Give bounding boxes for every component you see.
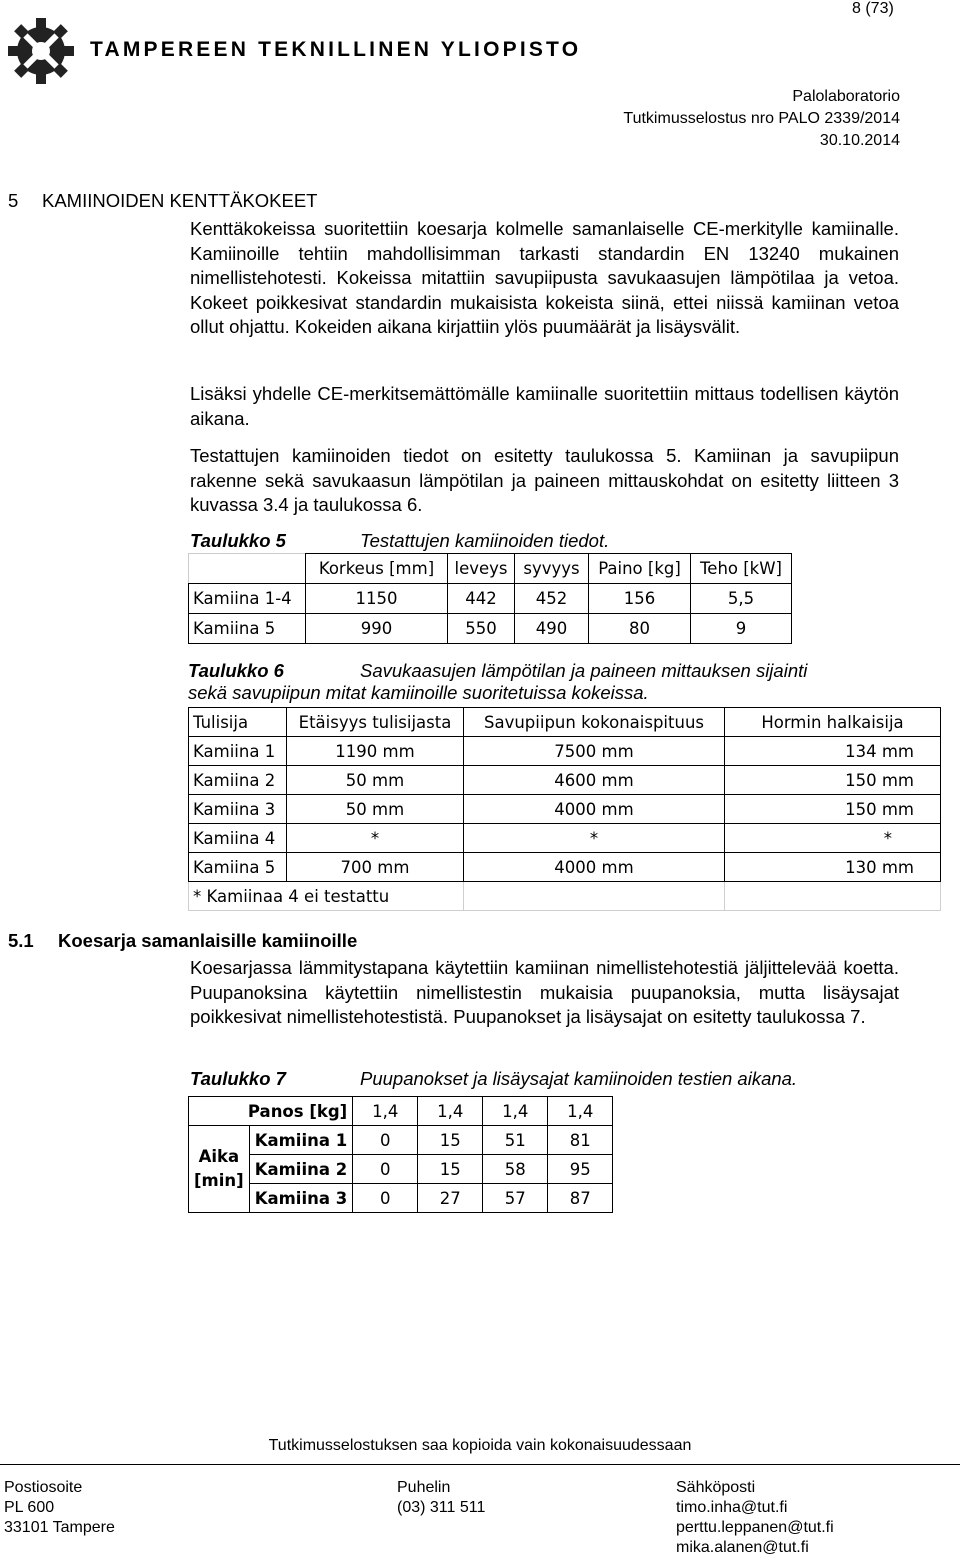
column-header: Savupiipun kokonaispituus bbox=[464, 708, 725, 737]
page-number: 8 (73) bbox=[852, 0, 894, 17]
column-header: Tulisija bbox=[189, 708, 287, 737]
report-number: Tutkimusselostus nro PALO 2339/2014 bbox=[623, 110, 900, 127]
copy-notice: Tutkimusselostuksen saa kopioida vain kokonaisuudessaan bbox=[268, 1437, 692, 1454]
table-row: Kamiina 5 990 550 490 80 9 bbox=[189, 614, 792, 644]
table-note-row bbox=[189, 882, 941, 911]
column-header: syvyys bbox=[515, 554, 589, 584]
table-caption: Taulukko 6 Savukaasujen lämpötilan ja paineen mittauksen sijainti sekä savupiipun mitat kamiinoille suoritetuissa kokeissa. bbox=[188, 660, 808, 703]
footer-divider bbox=[0, 1464, 960, 1465]
footer-postal: Postiosoite PL 600 33101 Tampere bbox=[4, 1479, 115, 1536]
subsection-heading: 5.1 Koesarja samanlaisille kamiinoille bbox=[8, 930, 358, 951]
table-row: Kamiina 4 * * * bbox=[189, 824, 941, 853]
column-header: Etäisyys tulisijasta bbox=[287, 708, 464, 737]
lab-name: Palolaboratorio bbox=[792, 88, 900, 105]
column-header: Hormin halkaisija bbox=[725, 708, 941, 737]
report-date: 30.10.2014 bbox=[819, 132, 900, 149]
footer-phone: Puhelin (03) 311 511 bbox=[397, 1479, 486, 1516]
column-header: leveys bbox=[448, 554, 515, 584]
email-link[interactable]: perttu.leppanen@tut.fi bbox=[676, 1519, 834, 1536]
email-link[interactable]: mika.alanen@tut.fi bbox=[676, 1539, 809, 1556]
report-header bbox=[623, 86, 900, 152]
table-row: Kamiina 2 50 mm 4600 mm 150 mm bbox=[189, 766, 941, 795]
column-header: Korkeus [mm] bbox=[306, 554, 448, 584]
chimney-measurement-table bbox=[188, 707, 941, 911]
column-header: Paino [kg] bbox=[589, 554, 691, 584]
paragraph: Lisäksi yhdelle CE-merkitsemättömälle kamiinalle suoritettiin mittaus todellisen käytön aikana. bbox=[190, 383, 899, 429]
table-header-row: Panos [kg] 1,4 1,4 1,4 1,4 bbox=[189, 1097, 613, 1126]
table-row: Kamiina 3 0 27 57 87 bbox=[189, 1184, 613, 1213]
table-header-row bbox=[189, 708, 941, 737]
table-row: Aika [min] Kamiina 1 0 15 51 81 bbox=[189, 1126, 613, 1155]
university-gear-logo bbox=[6, 16, 76, 86]
paragraph: Testattujen kamiinoiden tiedot on esitetty taulukossa 5. Kamiinan ja savupiipun rakenne sekä savukaasun lämpötilan ja paineen mittauskohdat on esitetty liitteen 3 kuvassa 3.4 ja taulukossa 6. bbox=[190, 445, 899, 516]
table-caption: Taulukko 5 Testattujen kamiinoiden tiedot. bbox=[190, 530, 610, 551]
table-header-row bbox=[189, 554, 792, 584]
time-label: Aika [min] bbox=[189, 1126, 250, 1213]
kamiina-data-table bbox=[188, 553, 792, 644]
table-footnote: * Kamiinaa 4 ei testattu bbox=[189, 882, 464, 911]
university-name: TAMPEREEN TEKNILLINEN YLIOPISTO bbox=[90, 38, 582, 61]
paragraph: Koesarjassa lämmitystapana käytettiin kamiinan nimellistehotestiä jäljittelevää koetta. Puupanoksina käytettiin nimellistestin mukaisia puupanoksia, mutta lisäysajat poikkesivat nimellistehotestistä. Puupanokset ja lisäysajat on esitetty taulukossa 7. bbox=[190, 957, 899, 1028]
column-header: Teho [kW] bbox=[691, 554, 792, 584]
table-row: Kamiina 5 700 mm 4000 mm 130 mm bbox=[189, 853, 941, 882]
email-link[interactable]: timo.inha@tut.fi bbox=[676, 1499, 788, 1516]
table-caption: Taulukko 7 Puupanokset ja lisäysajat kamiinoiden testien aikana. bbox=[190, 1068, 798, 1089]
table-row: Kamiina 2 0 15 58 95 bbox=[189, 1155, 613, 1184]
section-heading: 5 KAMIINOIDEN KENTTÄKOKEET bbox=[8, 190, 318, 211]
table-row: Kamiina 3 50 mm 4000 mm 150 mm bbox=[189, 795, 941, 824]
table-row: Kamiina 1 1190 mm 7500 mm 134 mm bbox=[189, 737, 941, 766]
footer-email: Sähköposti timo.inha@tut.fi perttu.leppanen@tut.fi mika.alanen@tut.fi bbox=[676, 1479, 834, 1556]
paragraph: Kenttäkokeissa suoritettiin koesarja kolmelle samanlaiselle CE-merkitylle kamiinalle. Kamiinoille tehtiin mahdollisimman tarkasti standardin EN 13240 mukainen nimellistehotesti. Kokeissa mitattiin savupiipusta savukaasujen lämpötilaa ja vetoa. Kokeet poikkesivat standardin mukaisista kokeista siinä, ettei niissä kamiinan vetoa ollut ohjattu. Kokeiden aikana kirjattiin ylös puumäärät ja lisäysvälit. bbox=[190, 218, 899, 338]
table-row: Kamiina 1-4 1150 442 452 156 5,5 bbox=[189, 584, 792, 614]
wood-load-table bbox=[188, 1096, 613, 1213]
